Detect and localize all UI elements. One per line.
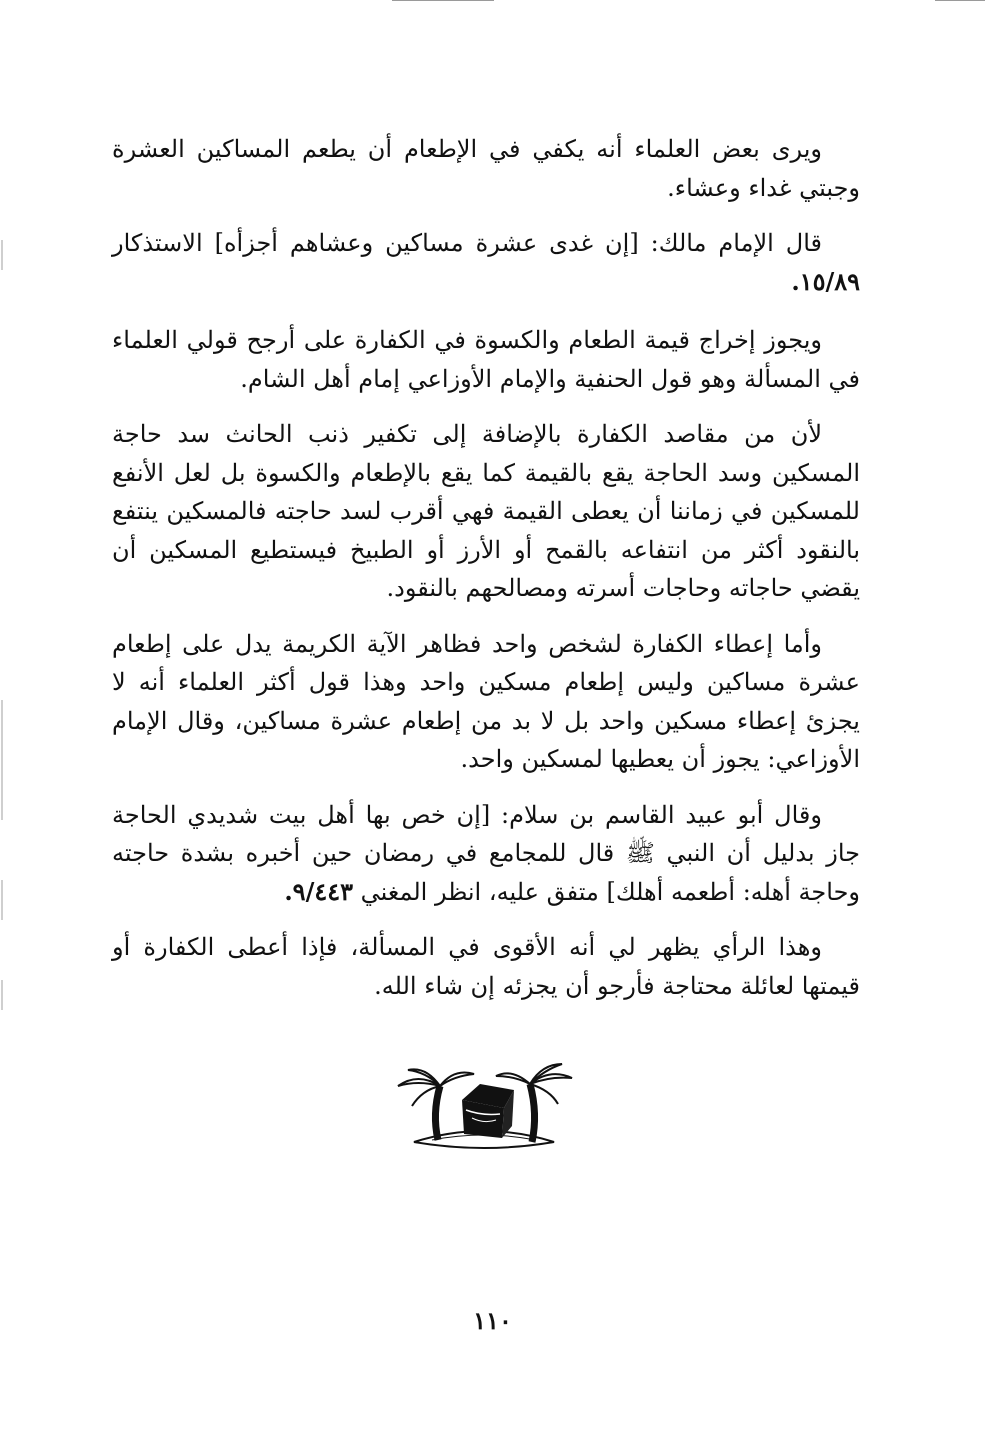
paragraph-4 (112, 415, 860, 608)
page-body (112, 130, 860, 1022)
paragraph-3-text: ويجوز إخراج قيمة الطعام والكسوة في الكفارة على أرجح قولي العلماء في المسألة وهو قول الحنفية والإمام الأوزاعي إمام أهل الشام. (112, 326, 860, 393)
paragraph-6-text: وقال أبو عبيد القاسم بن سلام: [إن خص بها أهل بيت شديدي الحاجة جاز بدليل أن النبي ﷺ قال للمجامع في رمضان حين أخبره بشدة حاجته وحاجة أهله: أطعمه أهلك] متفق عليه، انظر المغني (112, 800, 860, 906)
page-number: ١١٠ (473, 1306, 512, 1335)
scan-edge-mark (1, 700, 3, 820)
scan-edge-mark (1, 980, 3, 1010)
paragraph-1 (112, 130, 860, 207)
kaaba-palms-icon (392, 1062, 576, 1154)
top-scan-rule-right (935, 0, 985, 1)
paragraph-7-text: وهذا الرأي يظهر لي أنه الأقوى في المسألة، فإذا أعطى الكفارة أو قيمتها لعائلة محتاجة فأرجو أن يجزئه إن شاء الله. (112, 933, 860, 1000)
paragraph-2 (112, 224, 860, 301)
paragraph-7 (112, 928, 860, 1005)
paragraph-6-reference: ٩/٤٤٣. (284, 876, 353, 906)
top-scan-rule (392, 0, 494, 1)
paragraph-5 (112, 625, 860, 779)
paragraph-1-text: ويرى بعض العلماء أنه يكفي في الإطعام أن يطعم المساكين العشرة وجبتي غداء وعشاء. (112, 135, 860, 202)
paragraph-4-text: لأن من مقاصد الكفارة بالإضافة إلى تكفير ذنب الحانث سد حاجة المسكين وسد الحاجة يقع بالقيمة كما يقع بالإطعام والكسوة بل لعل الأنفع للمسكين في زماننا أن يعطى القيمة فهي أقرب لسد حاجته فالمسكين ينتفع بالنقود أكثر من انتفاعه بالقمح أو الأرز أو الطبيخ فيستطيع المسكين أن يقضي حاجاته وحاجات أسرته ومصالحهم بالنقود. (112, 420, 860, 602)
scan-edge-mark (1, 880, 3, 920)
paragraph-2-text: قال الإمام مالك: [إن غدى عشرة مساكين وعشاهم أجزأه] الاستذكار (112, 229, 822, 257)
paragraph-5-text: وأما إعطاء الكفارة لشخص واحد فظاهر الآية الكريمة يدل على إطعام عشرة مساكين وليس إطعام مسكين واحد وهذا قول أكثر العلماء أنه لا يجزئ إعطاء مسكين واحد بل لا بد من إطعام عشرة مساكين، وقال الإمام الأوزاعي: يجوز أن يعطيها لمسكين واحد. (112, 629, 860, 773)
scan-edge-mark (1, 240, 3, 270)
paragraph-2-reference: ١٥/٨٩. (791, 266, 860, 296)
paragraph-3 (112, 321, 860, 398)
paragraph-6 (112, 796, 860, 912)
